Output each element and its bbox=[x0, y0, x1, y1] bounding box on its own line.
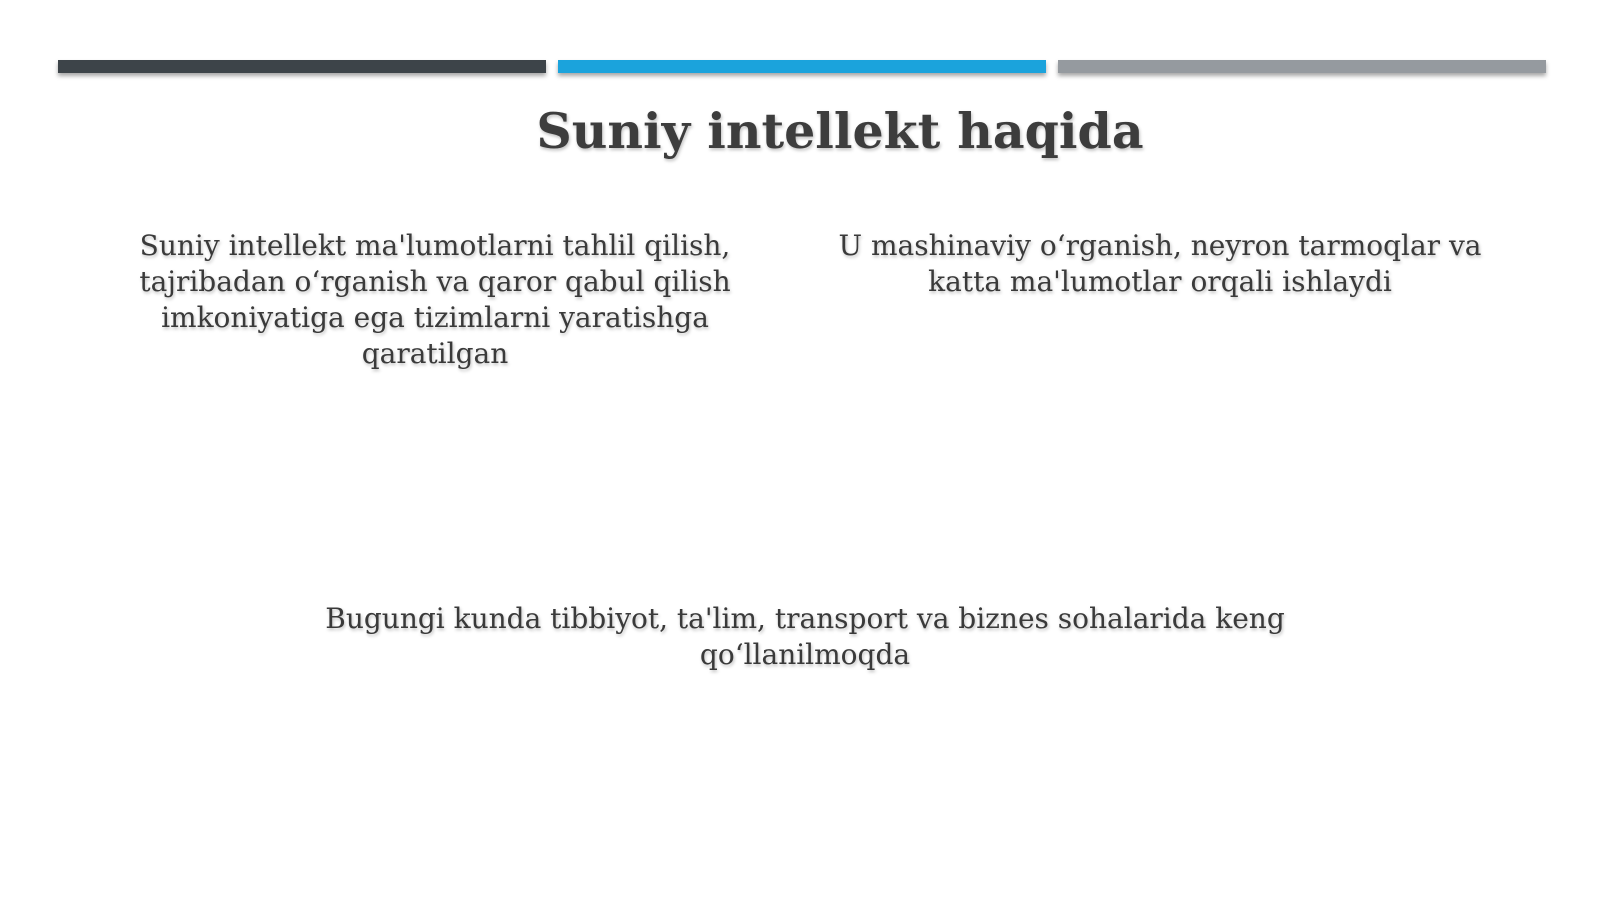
paragraph-right: U mashinaviy o‘rganish, neyron tarmoqlar va katta ma'lumotlar orqali ishlaydi bbox=[838, 229, 1482, 298]
paragraph-bottom: Bugungi kunda tibbiyot, ta'lim, transport va biznes sohalarida keng qo‘llanilmoqda bbox=[325, 602, 1285, 671]
accent-bar-gray bbox=[1058, 60, 1546, 73]
accent-bar-blue bbox=[558, 60, 1046, 73]
accent-bar-dark bbox=[58, 60, 546, 73]
paragraph-left: Suniy intellekt ma'lumotlarni tahlil qilish, tajribadan o‘rganish va qaror qabul qilish imkoniyatiga ega tizimlarni yaratishga qaratilgan bbox=[139, 229, 731, 370]
slide-title: Suniy intellekt haqida bbox=[536, 102, 1144, 160]
